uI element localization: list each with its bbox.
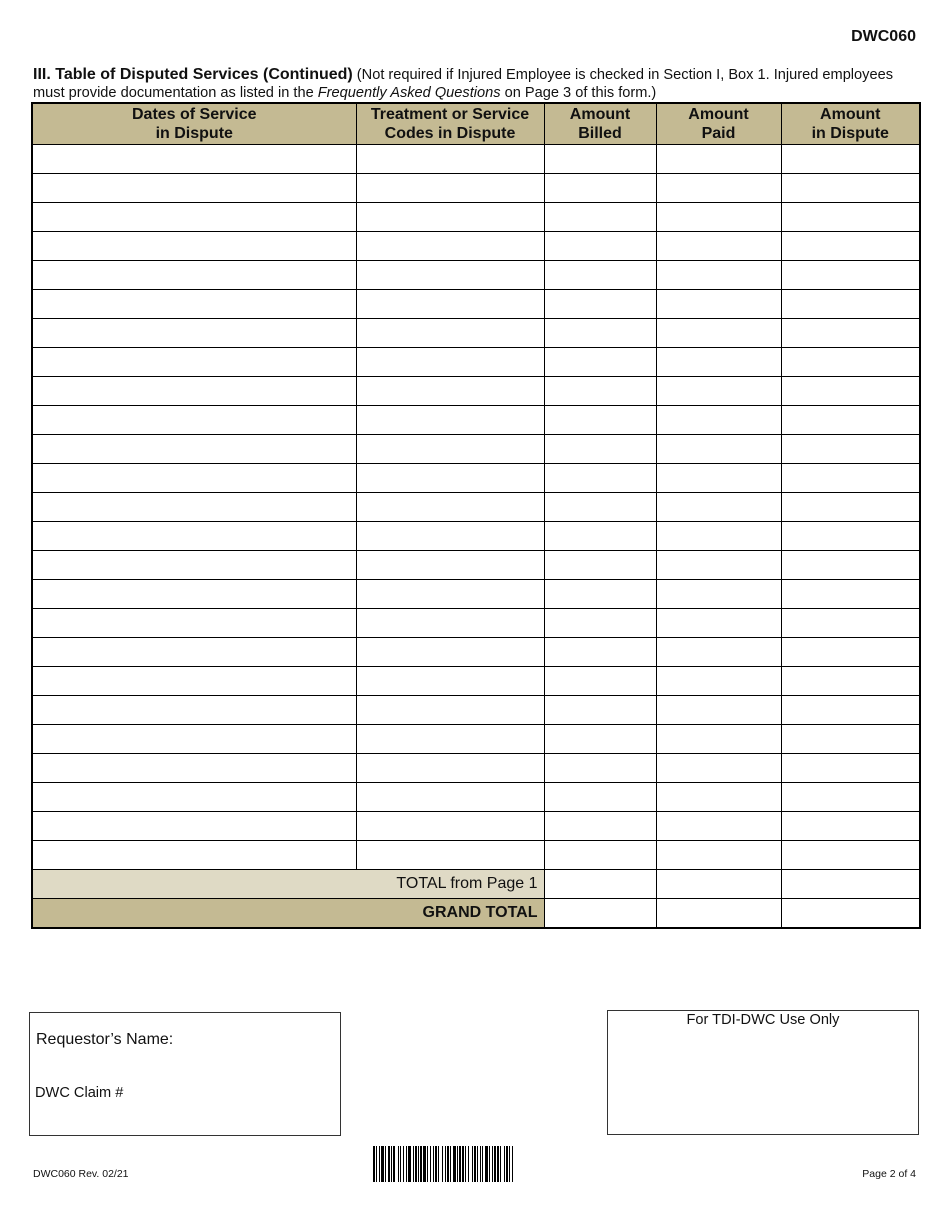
cell-amount-paid[interactable]	[656, 406, 781, 435]
barcode-bar	[418, 1146, 419, 1182]
table-row	[32, 696, 920, 725]
dwc-claim-label: DWC Claim #	[35, 1085, 124, 1101]
cell-amount-billed[interactable]	[544, 609, 656, 638]
cell-service-codes[interactable]	[356, 667, 544, 696]
barcode-bar	[485, 1146, 488, 1182]
barcode-bar	[427, 1146, 428, 1182]
cell-amount-in-dispute[interactable]	[781, 667, 920, 696]
cell-dates-of-service[interactable]	[32, 348, 356, 377]
faq-reference: Frequently Asked Questions	[317, 85, 501, 101]
cell-amount-paid[interactable]	[656, 377, 781, 406]
cell-amount-in-dispute[interactable]	[781, 232, 920, 261]
table-row	[32, 725, 920, 754]
cell-dates-of-service[interactable]	[32, 290, 356, 319]
cell-amount-paid[interactable]	[656, 348, 781, 377]
cell-amount-in-dispute[interactable]	[781, 406, 920, 435]
cell-service-codes[interactable]	[356, 377, 544, 406]
cell-service-codes[interactable]	[356, 348, 544, 377]
cell-amount-billed[interactable]	[544, 290, 656, 319]
table-row	[32, 261, 920, 290]
barcode-bar	[388, 1146, 390, 1182]
cell-amount-billed[interactable]	[544, 696, 656, 725]
cell-amount-billed[interactable]	[544, 638, 656, 667]
cell-service-codes[interactable]	[356, 406, 544, 435]
cell-service-codes[interactable]	[356, 812, 544, 841]
barcode-bar	[408, 1146, 411, 1182]
cell-dates-of-service[interactable]	[32, 232, 356, 261]
cell-amount-billed[interactable]	[544, 464, 656, 493]
barcode-bar	[415, 1146, 417, 1182]
cell-service-codes[interactable]	[356, 609, 544, 638]
requestor-name-label: Requestor’s Name:	[36, 1031, 174, 1048]
table-row	[32, 551, 920, 580]
cell-service-codes[interactable]	[356, 638, 544, 667]
cell-service-codes[interactable]	[356, 493, 544, 522]
cell-dates-of-service[interactable]	[32, 580, 356, 609]
tdi-dwc-use-only-label: For TDI-DWC Use Only	[686, 1012, 840, 1028]
cell-dates-of-service[interactable]	[32, 377, 356, 406]
cell-dates-of-service[interactable]	[32, 435, 356, 464]
barcode-bar	[379, 1146, 380, 1182]
requestor-box	[29, 1012, 341, 1136]
barcode-bar	[435, 1146, 437, 1182]
cell-dates-of-service[interactable]	[32, 203, 356, 232]
cell-dates-of-service[interactable]	[32, 319, 356, 348]
table-row	[32, 464, 920, 493]
barcode-bar	[423, 1146, 426, 1182]
cell-service-codes[interactable]	[356, 754, 544, 783]
barcode-bar	[509, 1146, 510, 1182]
cell-service-codes[interactable]	[356, 232, 544, 261]
table-row	[32, 145, 920, 174]
form-revision: DWC060 Rev. 02/21	[33, 1168, 129, 1180]
cell-dates-of-service[interactable]	[32, 638, 356, 667]
cell-dates-of-service[interactable]	[32, 609, 356, 638]
tdi-dwc-use-only-box	[607, 1010, 919, 1135]
cell-service-codes[interactable]	[356, 551, 544, 580]
barcode-bar	[497, 1146, 499, 1182]
cell-service-codes[interactable]	[356, 145, 544, 174]
grand-total-paid[interactable]	[656, 899, 781, 929]
barcode-bar	[506, 1146, 508, 1182]
cell-service-codes[interactable]	[356, 319, 544, 348]
table-row	[32, 203, 920, 232]
total-from-page1-label: TOTAL from Page 1	[32, 870, 544, 899]
header-amount-in-dispute: Amount in Dispute	[781, 103, 920, 145]
barcode-bar	[406, 1146, 407, 1182]
barcode-bar	[465, 1146, 466, 1182]
cell-amount-paid[interactable]	[656, 319, 781, 348]
cell-amount-billed[interactable]	[544, 667, 656, 696]
table-row	[32, 435, 920, 464]
header-dates-of-service: Dates of Service in Dispute	[32, 103, 356, 145]
cell-amount-billed[interactable]	[544, 725, 656, 754]
cell-amount-in-dispute[interactable]	[781, 290, 920, 319]
cell-dates-of-service[interactable]	[32, 493, 356, 522]
barcode-bar	[442, 1146, 443, 1182]
cell-amount-paid[interactable]	[656, 609, 781, 638]
cell-amount-billed[interactable]	[544, 812, 656, 841]
cell-amount-billed[interactable]	[544, 348, 656, 377]
cell-amount-billed[interactable]	[544, 232, 656, 261]
barcode-bar	[393, 1146, 395, 1182]
table-row	[32, 290, 920, 319]
barcode-bar	[453, 1146, 456, 1182]
barcode-bar	[474, 1146, 476, 1182]
cell-amount-in-dispute[interactable]	[781, 348, 920, 377]
cell-amount-in-dispute[interactable]	[781, 725, 920, 754]
cell-amount-billed[interactable]	[544, 377, 656, 406]
cell-amount-billed[interactable]	[544, 783, 656, 812]
barcode-bar	[447, 1146, 449, 1182]
page-number: Page 2 of 4	[862, 1168, 916, 1180]
cell-amount-in-dispute[interactable]	[781, 841, 920, 870]
cell-service-codes[interactable]	[356, 783, 544, 812]
cell-amount-in-dispute[interactable]	[781, 609, 920, 638]
barcode-bar	[489, 1146, 490, 1182]
total-from-page1-paid[interactable]	[656, 870, 781, 899]
cell-service-codes[interactable]	[356, 435, 544, 464]
cell-amount-in-dispute[interactable]	[781, 493, 920, 522]
cell-amount-billed[interactable]	[544, 841, 656, 870]
cell-amount-in-dispute[interactable]	[781, 435, 920, 464]
grand-total-label: GRAND TOTAL	[32, 899, 544, 929]
cell-amount-paid[interactable]	[656, 551, 781, 580]
cell-amount-in-dispute[interactable]	[781, 145, 920, 174]
barcode-bar	[477, 1146, 478, 1182]
table-row	[32, 406, 920, 435]
section-intro	[33, 66, 893, 102]
cell-amount-paid[interactable]	[656, 464, 781, 493]
barcode-bar	[433, 1146, 434, 1182]
cell-amount-in-dispute[interactable]	[781, 319, 920, 348]
barcode-bar	[482, 1146, 483, 1182]
table-row	[32, 522, 920, 551]
cell-amount-billed[interactable]	[544, 319, 656, 348]
cell-amount-billed[interactable]	[544, 580, 656, 609]
cell-amount-in-dispute[interactable]	[781, 464, 920, 493]
barcode-bar	[420, 1146, 422, 1182]
cell-amount-billed[interactable]	[544, 493, 656, 522]
section-title: III. Table of Disputed Services (Continued)	[33, 66, 353, 83]
cell-service-codes[interactable]	[356, 174, 544, 203]
form-id: DWC060	[851, 28, 916, 45]
table-row	[32, 783, 920, 812]
table-row	[32, 841, 920, 870]
barcode-bar	[438, 1146, 439, 1182]
barcode-bar	[381, 1146, 384, 1182]
cell-dates-of-service[interactable]	[32, 406, 356, 435]
cell-amount-paid[interactable]	[656, 580, 781, 609]
table-row	[32, 348, 920, 377]
cell-service-codes[interactable]	[356, 580, 544, 609]
cell-service-codes[interactable]	[356, 464, 544, 493]
cell-amount-billed[interactable]	[544, 406, 656, 435]
barcode-bar	[459, 1146, 461, 1182]
table-row	[32, 174, 920, 203]
barcode-bar	[457, 1146, 458, 1182]
cell-amount-paid[interactable]	[656, 667, 781, 696]
cell-amount-paid[interactable]	[656, 203, 781, 232]
cell-amount-billed[interactable]	[544, 174, 656, 203]
cell-dates-of-service[interactable]	[32, 754, 356, 783]
total-from-page1-dispute[interactable]	[781, 870, 920, 899]
cell-amount-in-dispute[interactable]	[781, 377, 920, 406]
barcode-bar	[385, 1146, 386, 1182]
table-header-row	[32, 103, 920, 145]
cell-amount-in-dispute[interactable]	[781, 638, 920, 667]
cell-service-codes[interactable]	[356, 696, 544, 725]
barcode-bar	[468, 1146, 469, 1182]
cell-amount-paid[interactable]	[656, 754, 781, 783]
cell-amount-billed[interactable]	[544, 203, 656, 232]
cell-amount-paid[interactable]	[656, 174, 781, 203]
section-note: (Not required if Injured Employee is checked in Section I, Box 1. Injured employees must provide documentation as listed in the	[33, 67, 893, 101]
barcode-bar	[494, 1146, 496, 1182]
cell-amount-paid[interactable]	[656, 841, 781, 870]
cell-amount-billed[interactable]	[544, 551, 656, 580]
barcode-bar	[373, 1146, 375, 1182]
cell-amount-in-dispute[interactable]	[781, 696, 920, 725]
cell-service-codes[interactable]	[356, 203, 544, 232]
barcode-bar	[480, 1146, 481, 1182]
cell-amount-paid[interactable]	[656, 232, 781, 261]
table-row	[32, 493, 920, 522]
cell-amount-paid[interactable]	[656, 696, 781, 725]
cell-amount-in-dispute[interactable]	[781, 203, 920, 232]
cell-dates-of-service[interactable]	[32, 783, 356, 812]
cell-amount-paid[interactable]	[656, 261, 781, 290]
cell-amount-paid[interactable]	[656, 783, 781, 812]
grand-total-row	[32, 899, 920, 929]
cell-amount-paid[interactable]	[656, 638, 781, 667]
cell-dates-of-service[interactable]	[32, 841, 356, 870]
cell-service-codes[interactable]	[356, 522, 544, 551]
cell-amount-billed[interactable]	[544, 435, 656, 464]
cell-service-codes[interactable]	[356, 841, 544, 870]
barcode-bar	[492, 1146, 493, 1182]
cell-amount-paid[interactable]	[656, 493, 781, 522]
cell-dates-of-service[interactable]	[32, 261, 356, 290]
cell-dates-of-service[interactable]	[32, 725, 356, 754]
header-amount-paid: Amount Paid	[656, 103, 781, 145]
barcode-bar	[376, 1146, 377, 1182]
cell-amount-billed[interactable]	[544, 522, 656, 551]
header-service-codes: Treatment or Service Codes in Dispute	[356, 103, 544, 145]
barcode-bar	[403, 1146, 404, 1182]
cell-amount-paid[interactable]	[656, 522, 781, 551]
cell-dates-of-service[interactable]	[32, 145, 356, 174]
cell-amount-in-dispute[interactable]	[781, 754, 920, 783]
total-from-page1-billed[interactable]	[544, 870, 656, 899]
table-row	[32, 812, 920, 841]
barcode	[373, 1146, 589, 1182]
grand-total-billed[interactable]	[544, 899, 656, 929]
section-note-end: on Page 3 of this form.)	[500, 85, 657, 101]
barcode-bar	[512, 1146, 513, 1182]
table-row	[32, 667, 920, 696]
cell-amount-in-dispute[interactable]	[781, 580, 920, 609]
cell-amount-in-dispute[interactable]	[781, 174, 920, 203]
grand-total-dispute[interactable]	[781, 899, 920, 929]
table-row	[32, 377, 920, 406]
barcode-bar	[472, 1146, 473, 1182]
cell-dates-of-service[interactable]	[32, 551, 356, 580]
cell-amount-paid[interactable]	[656, 290, 781, 319]
total-from-page1-row	[32, 870, 920, 899]
cell-service-codes[interactable]	[356, 261, 544, 290]
table-row	[32, 609, 920, 638]
header-amount-billed: Amount Billed	[544, 103, 656, 145]
cell-amount-paid[interactable]	[656, 725, 781, 754]
cell-dates-of-service[interactable]	[32, 522, 356, 551]
cell-dates-of-service[interactable]	[32, 696, 356, 725]
barcode-bar	[445, 1146, 446, 1182]
table-row	[32, 232, 920, 261]
cell-amount-billed[interactable]	[544, 754, 656, 783]
cell-dates-of-service[interactable]	[32, 464, 356, 493]
barcode-bar	[398, 1146, 399, 1182]
disputed-services-table	[31, 102, 921, 929]
barcode-bar	[450, 1146, 451, 1182]
cell-amount-billed[interactable]	[544, 261, 656, 290]
cell-amount-paid[interactable]	[656, 145, 781, 174]
cell-dates-of-service[interactable]	[32, 667, 356, 696]
barcode-bar	[462, 1146, 464, 1182]
table-row	[32, 638, 920, 667]
barcode-bar	[391, 1146, 392, 1182]
barcode-bar	[500, 1146, 501, 1182]
cell-amount-in-dispute[interactable]	[781, 522, 920, 551]
cell-amount-in-dispute[interactable]	[781, 783, 920, 812]
cell-service-codes[interactable]	[356, 725, 544, 754]
cell-amount-in-dispute[interactable]	[781, 261, 920, 290]
cell-amount-billed[interactable]	[544, 145, 656, 174]
cell-dates-of-service[interactable]	[32, 812, 356, 841]
cell-amount-in-dispute[interactable]	[781, 812, 920, 841]
cell-dates-of-service[interactable]	[32, 174, 356, 203]
table-row	[32, 580, 920, 609]
barcode-bar	[400, 1146, 401, 1182]
cell-amount-in-dispute[interactable]	[781, 551, 920, 580]
cell-amount-paid[interactable]	[656, 812, 781, 841]
barcode-bar	[504, 1146, 505, 1182]
table-row	[32, 754, 920, 783]
barcode-bar	[430, 1146, 431, 1182]
cell-service-codes[interactable]	[356, 290, 544, 319]
cell-amount-paid[interactable]	[656, 435, 781, 464]
barcode-bar	[413, 1146, 414, 1182]
table-row	[32, 319, 920, 348]
